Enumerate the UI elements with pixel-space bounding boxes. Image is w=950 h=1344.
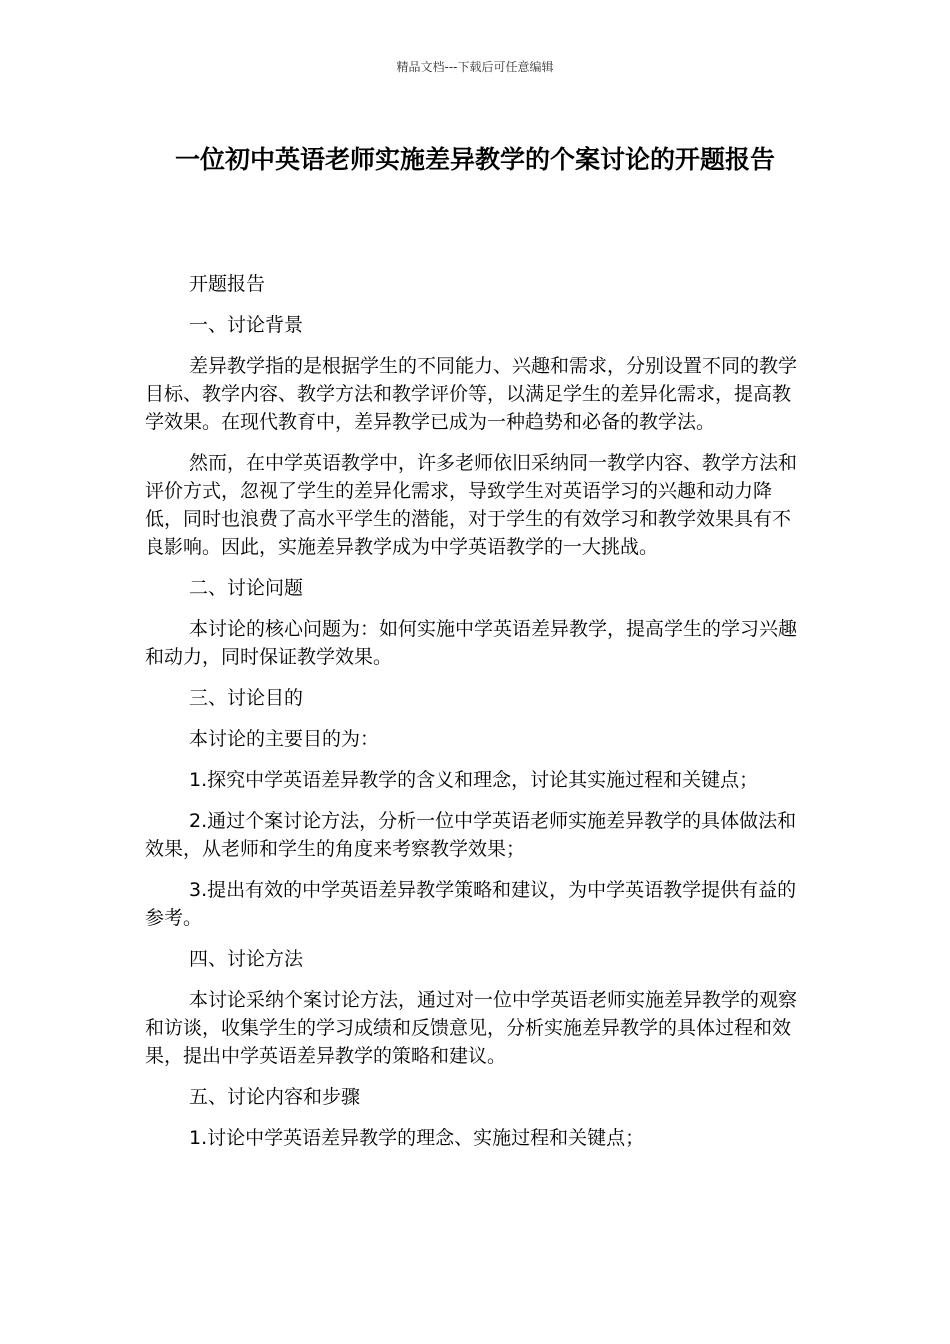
section-heading-background: 一、讨论背景: [189, 314, 304, 336]
list-item-step-1: 1.讨论中学英语差异教学的理念、实施过程和关键点；: [189, 1127, 645, 1149]
paragraph-background-1: 差异教学指的是根据学生的不同能力、兴趣和需求，分别设置不同的教学目标、教学内容、教学方法和教学评价等，以满足学生的差异化需求，提高教学效果。在现代教育中，差异教学已成为一种趋势和必备的教学法。: [145, 355, 798, 433]
paragraph-question: 本讨论的核心问题为：如何实施中学英语差异教学，提高学生的学习兴趣和动力，同时保证教学效果。: [145, 618, 798, 668]
section-heading-content-steps: 五、讨论内容和步骤: [189, 1086, 361, 1108]
paragraph-method: 本讨论采纳个案讨论方法，通过对一位中学英语老师实施差异教学的观察和访谈，收集学生的学习成绩和反馈意见，分析实施差异教学的具体过程和效果，提出中学英语差异教学的策略和建议。: [145, 989, 798, 1067]
section-heading-method: 四、讨论方法: [189, 948, 304, 970]
page-header-note: 精品文档---下载后可任意编辑: [396, 60, 554, 74]
document-title: 一位初中英语老师实施差异教学的个案讨论的开题报告: [174, 145, 775, 174]
section-heading-question: 二、讨论问题: [189, 577, 304, 599]
list-item-purpose-2: 2.通过个案讨论方法，分析一位中学英语老师实施差异教学的具体做法和效果，从老师和学生的角度来考察教学效果；: [145, 810, 797, 860]
list-item-purpose-1: 1.探究中学英语差异教学的含义和理念，讨论其实施过程和关键点；: [189, 769, 759, 791]
section-heading-purpose: 三、讨论目的: [189, 687, 304, 709]
document-body: [145, 270, 805, 1165]
heading-opening-report: 开题报告: [189, 273, 266, 295]
paragraph-purpose-intro: 本讨论的主要目的为：: [189, 728, 380, 750]
paragraph-background-2: 然而，在中学英语教学中，许多老师依旧采纳同一教学内容、教学方法和评价方式，忽视了学生的差异化需求，导致学生对英语学习的兴趣和动力降低，同时也浪费了高水平学生的潜能，对于学生的有效学习和教学效果具有不良影响。因此，实施差异教学成为中学英语教学的一大挑战。: [145, 452, 798, 558]
list-item-purpose-3: 3.提出有效的中学英语差异教学策略和建议，为中学英语教学提供有益的参考。: [145, 879, 797, 929]
